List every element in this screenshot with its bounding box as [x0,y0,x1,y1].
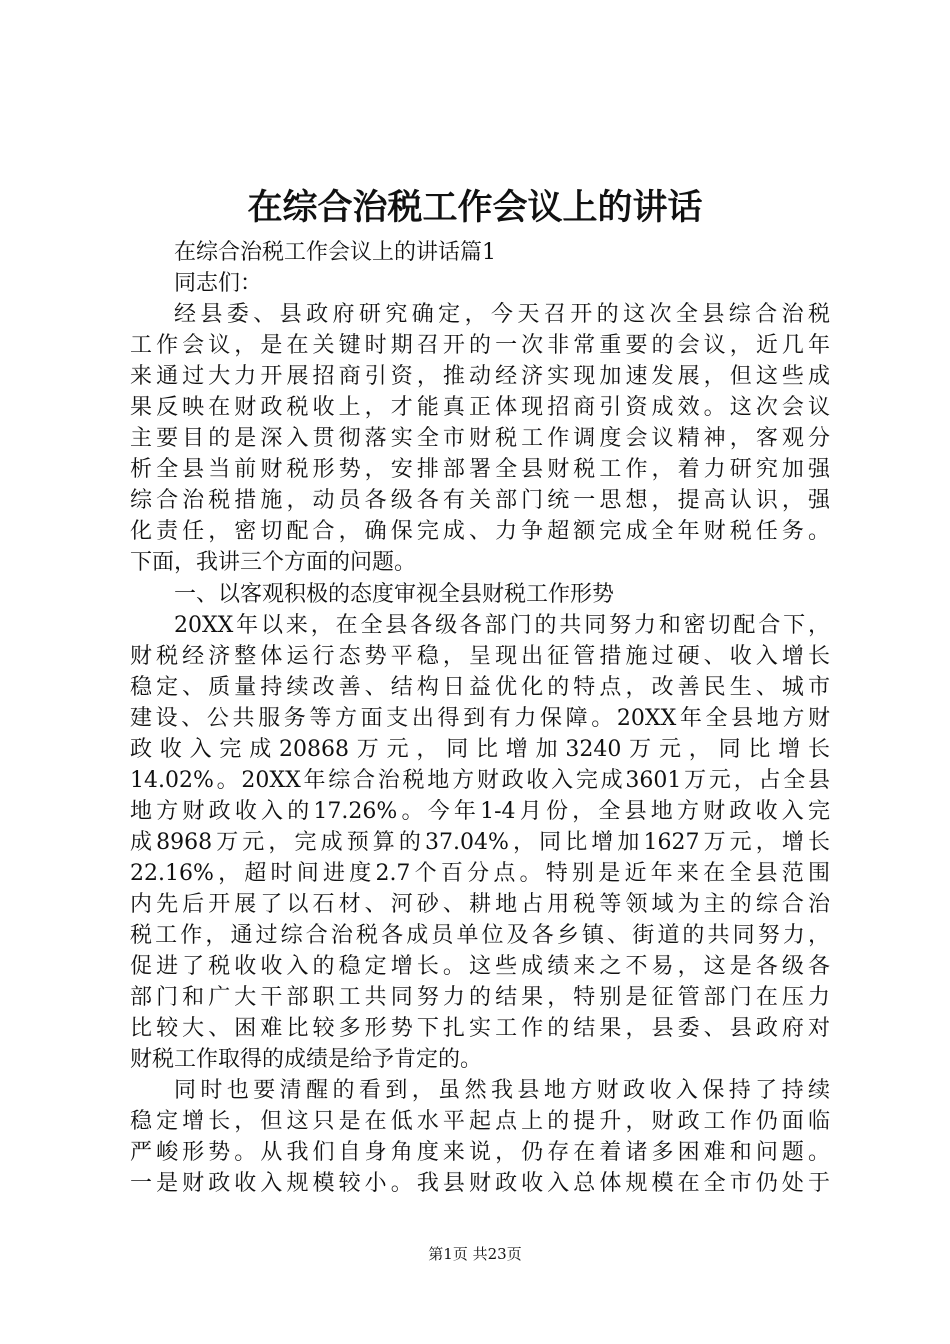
document-title: 在综合治税工作会议上的讲话 [247,187,703,228]
body-text-line: 财税经济整体运行态势平稳，呈现出征管措施过硬、收入增长 [130,643,830,669]
body-text-line: 政收入完成20868万元，同比增加3240万元，同比增长 [130,736,830,762]
body-text-line: 地方财政收入的17.26%。今年1-4月份，全县地方财政收入完 [130,798,830,824]
body-text-line: 析全县当前财税形势，安排部署全县财税工作，着力研究加强 [130,457,830,483]
body-text-line: 同时也要清醒的看到，虽然我县地方财政收入保持了持续 [174,1078,830,1104]
body-text-line: 部门和广大干部职工共同努力的结果，特别是征管部门在压力 [130,985,830,1011]
body-text-line: 建设、公共服务等方面支出得到有力保障。20XX年全县地方财 [130,705,830,731]
body-text-line: 同志们： [174,271,263,297]
body-text-line: 果反映在财政税收上，才能真正体现招商引资成效。这次会议 [130,395,830,421]
body-text-line: 比较大、困难比较多形势下扎实工作的结果，县委、县政府对 [130,1016,830,1042]
body-text-line: 财税工作取得的成绩是给予肯定的。 [130,1047,483,1073]
body-text-line: 成8968万元，完成预算的37.04%，同比增加1627万元，增长 [130,829,830,855]
body-text-line: 一是财政收入规模较小。我县财政收入总体规模在全市仍处于 [130,1171,830,1197]
body-text-line: 综合治税措施，动员各级各有关部门统一思想，提高认识，强 [130,488,830,514]
body-text-line: 22.16%，超时间进度2.7个百分点。特别是近年来在全县范围 [130,860,830,886]
body-text-line: 下面，我讲三个方面的问题。 [130,550,417,576]
body-text-line: 一、以客观积极的态度审视全县财税工作形势 [174,581,615,607]
body-text-line: 严峻形势。从我们自身角度来说，仍存在着诸多困难和问题。 [130,1140,830,1166]
body-text-line: 稳定、质量持续改善、结构日益优化的特点，改善民生、城市 [130,674,830,700]
body-text-line: 经县委、县政府研究确定，今天召开的这次全县综合治税 [174,302,830,328]
body-text-line: 促进了税收收入的稳定增长。这些成绩来之不易，这是各级各 [130,954,830,980]
body-text-line: 税工作，通过综合治税各成员单位及各乡镇、街道的共同努力， [130,923,830,949]
body-text-line: 来通过大力开展招商引资，推动经济实现加速发展，但这些成 [130,364,830,390]
body-text-line: 在综合治税工作会议上的讲话篇1 [174,240,496,265]
body-text-line: 14.02%。20XX年综合治税地方财政收入完成3601万元，占全县 [130,767,830,793]
body-text-line: 内先后开展了以石材、河砂、耕地占用税等领域为主的综合治 [130,891,830,917]
body-text-line: 20XX年以来，在全县各级各部门的共同努力和密切配合下， [174,612,830,638]
body-text-line: 稳定增长，但这只是在低水平起点上的提升，财政工作仍面临 [130,1109,830,1135]
body-text-line: 主要目的是深入贯彻落实全市财税工作调度会议精神，客观分 [130,426,830,452]
page-footer: 第1页 共23页 [428,1245,522,1263]
document-body [130,237,830,1199]
body-text-line: 化责任，密切配合，确保完成、力争超额完成全年财税任务。 [130,519,830,545]
body-text-line: 工作会议，是在关键时期召开的一次非常重要的会议，近几年 [130,333,830,359]
